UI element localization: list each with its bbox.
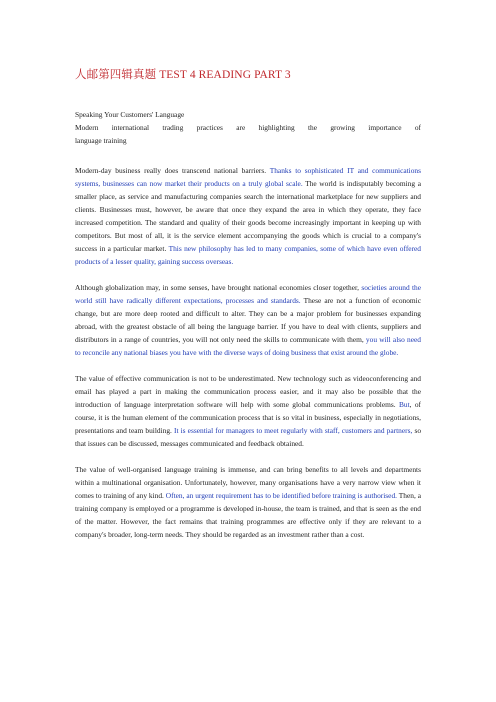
body-text: Modern-day business really does transcend national barriers. <box>75 166 270 175</box>
highlighted-text: It is essential for managers to meet regularly with staff, customers and partners, <box>174 426 413 435</box>
article <box>75 108 421 554</box>
title-chinese: 人邮第四辑真题 <box>75 69 157 81</box>
paragraph-4 <box>75 463 421 541</box>
paragraph-2 <box>75 281 421 359</box>
highlighted-text: societies around the world still have radically different expectations, processes and standards. <box>75 283 421 305</box>
highlighted-text: Thanks to sophisticated IT and communications systems, businesses can now market their products on a truly global scale. <box>75 166 421 188</box>
body-text: The value of well-organised language training is immense, and can bring benefits to all levels and departments within a multinational organisation. Unfortunately, however, many organisations have a very narrow view when it comes to training of any kind. <box>75 465 421 500</box>
highlighted-text: Often, an urgent requirement has to be identified before training is authorised. <box>165 491 398 500</box>
highlighted-text: you will also need to reconcile any national biases you have with the diverse ways of doing business that exist around the globe. <box>75 335 422 357</box>
page-title <box>75 66 291 82</box>
article-body <box>75 164 421 541</box>
body-text: These are not a function of economic change, but are more deep rooted and difficult to alter. They can be a major problem for businesses expanding abroad, with the greatest obstacle of all being the language barrier. If you have to deal with clients, suppliers and distributors in a range of countries, you will not only need the skills to communicate with them, <box>75 296 421 344</box>
highlighted-text: This new philosophy has led to many companies, some of which have even offered products of a lesser quality, gaining success overseas. <box>75 244 421 266</box>
body-text: The value of effective communication is not to be underestimated. New technology such as videoconferencing and email has played a part in making the communication process easier, and it may also be possible that the introduction of language interpretation software will help with some global communications problems. <box>75 374 421 409</box>
body-text: The world is indisputably becoming a smaller place, as service and manufacturing companies search the international marketplace for new suppliers and clients. Businesses must, however, be aware that once they expand the area in which they operate, they face increased competition. The standard and quality of their goods become increasingly important in keeping up with competitors. But most of all, it is the service element accompanying the goods which is crucial to a company's success in a particular market. <box>75 179 421 253</box>
body-text: Although globalization may, in some senses, have brought national economies closer together, <box>75 283 362 292</box>
paragraph-1 <box>75 164 421 268</box>
body-text: , of course, it is the human element of the communication process that is so vital in business, especially in negotiations, presentations and team building. <box>75 400 422 435</box>
highlighted-text: But <box>398 400 410 409</box>
article-subtitle-line-1: Modern international trading practices are highlighting the growing importance of <box>75 123 421 132</box>
article-heading: Speaking Your Customers' Language <box>75 110 185 119</box>
article-subtitle-line-2: language training <box>75 136 127 145</box>
body-text: so that issues can be discussed, messages communicated and feedback obtained. <box>75 426 422 448</box>
title-english: TEST 4 READING PART 3 <box>159 69 291 81</box>
paragraph-3 <box>75 372 421 450</box>
body-text: Then, a training company is employed or a programme is developed in-house, the team is trained, and that is seen as the end of the matter. However, the fact remains that training programmes are effective only if they are relevant to a company's broader, long-term needs. They should be regarded as an investment rather than a cost. <box>75 491 421 539</box>
